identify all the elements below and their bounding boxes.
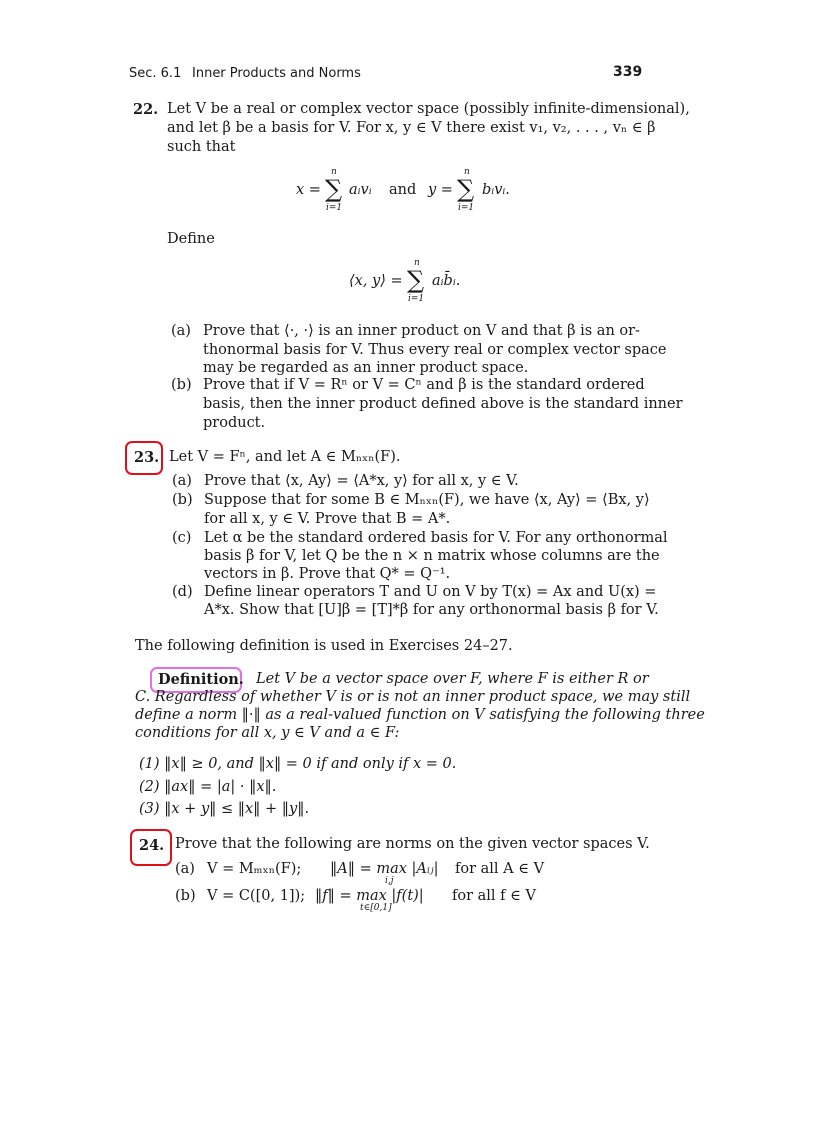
ex24-a-space: V = Mₘₓₙ(F); [207, 861, 302, 877]
ex23-a-label: (a) [172, 473, 192, 489]
ex23-b-line2: for all x, y ∈ V. Prove that B = A*. [204, 511, 451, 527]
ex23-d-label: (d) [172, 584, 193, 600]
exercise-23-number: 23. [134, 449, 160, 466]
eq-and: and [389, 182, 417, 198]
eq-y-term: bᵢvᵢ. [482, 182, 510, 198]
ex23-intro: Let V = Fⁿ, and let A ∈ Mₙₓₙ(F). [169, 449, 401, 465]
eq-ip-sum-symbol: ∑ [407, 266, 425, 294]
definition-condition-2: (2) ‖ax‖ = |a| · ‖x‖. [139, 779, 277, 795]
ex22-line2: and let β be a basis for V. For x, y ∈ V there exist v₁, v₂, . . . , vₙ ∈ β [167, 120, 656, 136]
definition-line1: Let V be a vector space over F, where F is either R or [256, 671, 649, 687]
ex22-line3: such that [167, 139, 236, 155]
ex24-b-for: for all f ∈ V [452, 888, 536, 904]
ex24-a-label: (a) [175, 861, 195, 877]
ex23-d-line1: Define linear operators T and U on V by T(x) = Ax and U(x) = [204, 584, 657, 600]
ex24-b-space: V = C([0, 1]); [207, 888, 306, 904]
following-definition-note: The following definition is used in Exercises 24–27. [135, 638, 513, 654]
ex23-b-label: (b) [172, 492, 193, 508]
ex24-b-norm-subscript: t∈[0,1] [360, 903, 392, 913]
eq-x-sum-top: n [331, 167, 337, 177]
ex22-line1: Let V be a real or complex vector space (possibly infinite-dimensional), [167, 101, 690, 117]
ex22-define: Define [167, 231, 215, 247]
eq-y-lhs: y = [428, 182, 453, 198]
ex22-b-label: (b) [171, 377, 192, 393]
eq-x-sum-symbol: ∑ [325, 175, 343, 203]
definition-condition-1: (1) ‖x‖ ≥ 0, and ‖x‖ = 0 if and only if x = 0. [139, 756, 457, 772]
eq-ip-sum-top: n [414, 258, 420, 268]
ex23-c-line2: basis β for V, let Q be the n × n matrix whose columns are the [204, 548, 660, 564]
ex22-b-line1: Prove that if V = Rⁿ or V = Cⁿ and β is the standard ordered [203, 377, 645, 393]
ex24-a-for: for all A ∈ V [455, 861, 545, 877]
ex23-a-line1: Prove that ⟨x, Ay⟩ = ⟨A*x, y⟩ for all x, y ∈ V. [204, 473, 519, 489]
exercise-24-number: 24. [139, 837, 165, 854]
eq-x-sum-bottom: i=1 [326, 203, 343, 213]
definition-label: Definition. [158, 671, 244, 688]
ex23-c-line3: vectors in β. Prove that Q* = Q⁻¹. [204, 566, 451, 582]
ex23-c-line1: Let α be the standard ordered basis for V. For any orthonormal [204, 530, 668, 546]
ex23-c-label: (c) [172, 530, 192, 546]
ex24-intro: Prove that the following are norms on the given vector spaces V. [175, 836, 650, 852]
ex22-b-line2: basis, then the inner product defined above is the standard inner [203, 396, 683, 412]
eq-y-sum-bottom: i=1 [458, 203, 475, 213]
ex22-b-line3: product. [203, 415, 266, 431]
exercise-22-number: 22. [133, 101, 159, 118]
eq-ip-lhs: ⟨x, y⟩ = [349, 273, 403, 289]
ex22-a-label: (a) [171, 323, 191, 339]
ex24-b-norm: ‖f‖ = max |f(t)| [315, 888, 424, 904]
definition-line3: define a norm ‖·‖ as a real-valued function on V satisfying the following three [135, 707, 705, 723]
definition-line2: C. Regardless of whether V is or is not an inner product space, we may still [135, 689, 691, 705]
ex23-d-line2: A*x. Show that [U]β = [T]*β for any orthonormal basis β for V. [204, 602, 659, 618]
eq-x-term: aᵢvᵢ [349, 182, 372, 198]
ex24-a-norm-subscript: i,j [385, 876, 394, 886]
eq-ip-sum-bottom: i=1 [408, 294, 425, 304]
ex24-b-label: (b) [175, 888, 196, 904]
eq-ip-term: aᵢb̄ᵢ. [432, 273, 461, 289]
section-label: Sec. 6.1 [129, 66, 182, 81]
eq-x-lhs: x = [296, 182, 321, 198]
page-number: 339 [613, 64, 643, 80]
eq-y-sum-symbol: ∑ [457, 175, 475, 203]
ex22-a-line2: thonormal basis for V. Thus every real or complex vector space [203, 342, 667, 358]
definition-condition-3: (3) ‖x + y‖ ≤ ‖x‖ + ‖y‖. [139, 801, 310, 817]
section-title: Inner Products and Norms [192, 66, 361, 81]
ex22-a-line3: may be regarded as an inner product space. [203, 360, 529, 376]
eq-y-sum-top: n [464, 167, 470, 177]
ex22-a-line1: Prove that ⟨·, ·⟩ is an inner product on V and that β is an or- [203, 323, 640, 339]
definition-line4: conditions for all x, y ∈ V and a ∈ F: [135, 725, 400, 741]
ex23-b-line1: Suppose that for some B ∈ Mₙₓₙ(F), we have ⟨x, Ay⟩ = ⟨Bx, y⟩ [204, 492, 650, 508]
ex24-a-norm: ‖A‖ = max |Aᵢⱼ| [330, 861, 439, 877]
